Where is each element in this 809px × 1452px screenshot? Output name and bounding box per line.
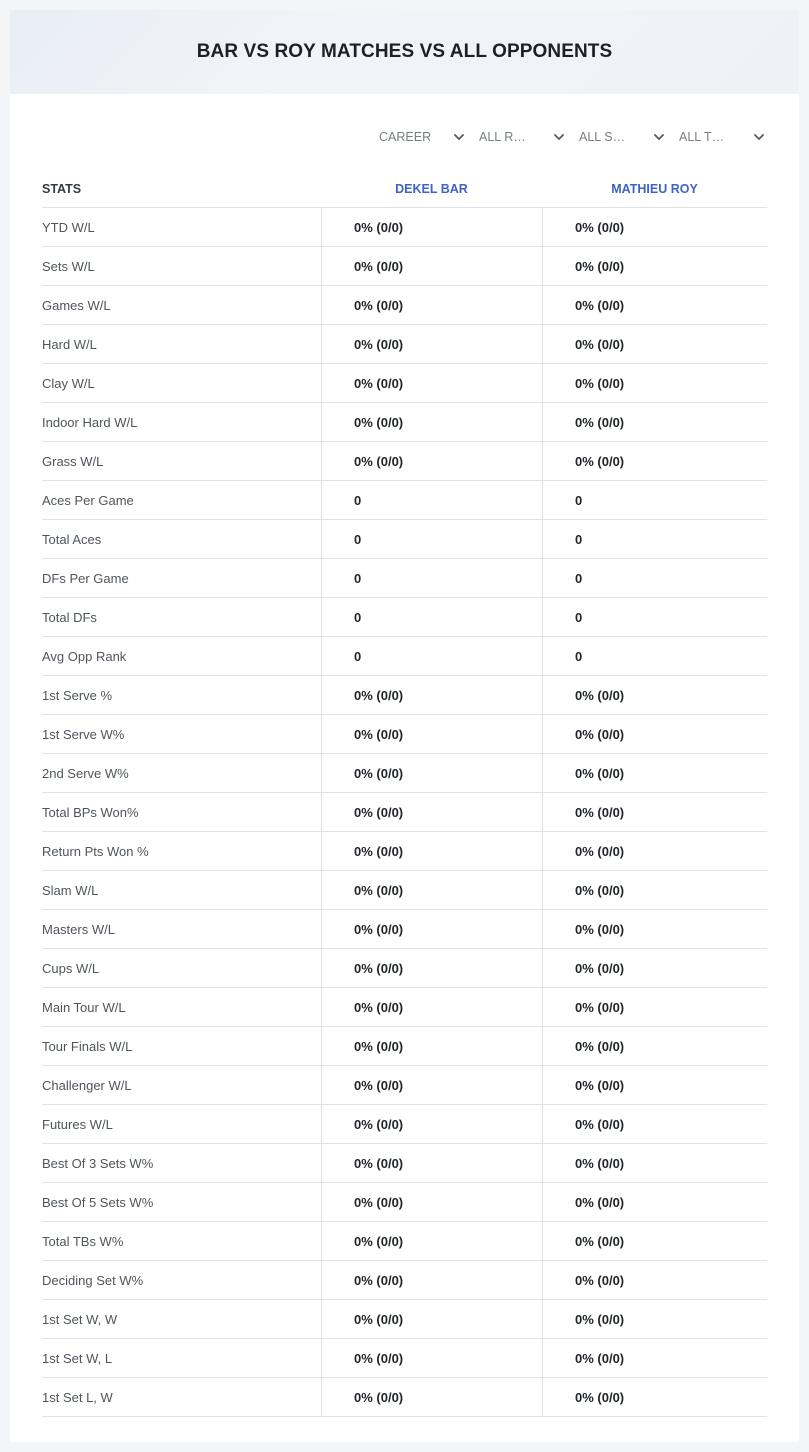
filter-bar <box>367 126 767 148</box>
stat-label: Main Tour W/L <box>42 999 126 1015</box>
filter-label: ALL R… <box>479 130 526 144</box>
player1-value: 0% (0/0) <box>321 832 542 870</box>
stat-label: Total TBs W% <box>42 1233 124 1249</box>
stat-label: 2nd Serve W% <box>42 765 129 781</box>
player1-value: 0% (0/0) <box>321 325 542 363</box>
filter-dropdown-3[interactable] <box>667 126 767 148</box>
stat-label: YTD W/L <box>42 219 95 235</box>
player1-value: 0% (0/0) <box>321 1183 542 1221</box>
table-row <box>42 910 767 949</box>
player2-value: 0% (0/0) <box>542 325 767 363</box>
player1-value: 0% (0/0) <box>321 949 542 987</box>
player2-value: 0% (0/0) <box>542 871 767 909</box>
table-row <box>42 1261 767 1300</box>
stat-label: Masters W/L <box>42 921 115 937</box>
stat-label: DFs Per Game <box>42 570 129 586</box>
table-body <box>42 208 767 1417</box>
player2-value: 0% (0/0) <box>542 1261 767 1299</box>
stat-label: Deciding Set W% <box>42 1272 144 1288</box>
stat-label: 1st Serve W% <box>42 726 125 742</box>
player1-value: 0 <box>321 598 542 636</box>
player1-value: 0 <box>321 481 542 519</box>
table-row <box>42 676 767 715</box>
filter-dropdown-0[interactable] <box>367 126 467 148</box>
player1-value: 0% (0/0) <box>321 1144 542 1182</box>
stat-label: Grass W/L <box>42 453 104 469</box>
player2-value: 0% (0/0) <box>542 1066 767 1104</box>
table-row <box>42 364 767 403</box>
player1-value: 0% (0/0) <box>321 286 542 324</box>
player1-value: 0% (0/0) <box>321 754 542 792</box>
player2-value: 0% (0/0) <box>542 286 767 324</box>
player1-value: 0% (0/0) <box>321 364 542 402</box>
stat-label: Slam W/L <box>42 882 99 898</box>
player2-value: 0% (0/0) <box>542 1027 767 1065</box>
table-header <box>42 170 767 208</box>
table-row <box>42 1027 767 1066</box>
player2-value: 0% (0/0) <box>542 208 767 246</box>
table-row <box>42 832 767 871</box>
player2-value: 0% (0/0) <box>542 793 767 831</box>
table-row <box>42 520 767 559</box>
player1-value: 0% (0/0) <box>321 1339 542 1377</box>
player2-value: 0% (0/0) <box>542 364 767 402</box>
player2-value: 0% (0/0) <box>542 754 767 792</box>
stat-label: Avg Opp Rank <box>42 648 127 664</box>
player1-value: 0% (0/0) <box>321 793 542 831</box>
player2-value: 0% (0/0) <box>542 442 767 480</box>
stat-label: Hard W/L <box>42 336 97 352</box>
player2-value: 0% (0/0) <box>542 403 767 441</box>
player1-value: 0% (0/0) <box>321 1261 542 1299</box>
table-row <box>42 871 767 910</box>
table-row <box>42 949 767 988</box>
stat-label: Tour Finals W/L <box>42 1038 133 1054</box>
player1-value: 0% (0/0) <box>321 1378 542 1416</box>
table-row <box>42 598 767 637</box>
player1-value: 0 <box>321 559 542 597</box>
player2-value: 0% (0/0) <box>542 715 767 753</box>
stat-label: Games W/L <box>42 297 111 313</box>
table-row <box>42 403 767 442</box>
player2-value: 0% (0/0) <box>542 676 767 714</box>
stat-label: Futures W/L <box>42 1116 113 1132</box>
table-row <box>42 1183 767 1222</box>
player2-value: 0% (0/0) <box>542 1300 767 1338</box>
stats-card <box>10 10 799 1442</box>
stat-label: Return Pts Won % <box>42 843 149 859</box>
stat-label: Total DFs <box>42 609 97 625</box>
stat-label: 1st Set W, L <box>42 1350 113 1366</box>
player1-value: 0% (0/0) <box>321 1066 542 1104</box>
filter-label: CAREER <box>379 130 432 144</box>
table-row <box>42 1222 767 1261</box>
stat-label: Indoor Hard W/L <box>42 414 138 430</box>
stat-label: Clay W/L <box>42 375 95 391</box>
column-header-player2-link[interactable]: MATHIEU ROY <box>611 181 698 196</box>
table-row <box>42 1339 767 1378</box>
player1-value: 0% (0/0) <box>321 1300 542 1338</box>
player2-value: 0 <box>542 520 767 558</box>
player2-value: 0% (0/0) <box>542 1144 767 1182</box>
stat-label: Best Of 3 Sets W% <box>42 1155 154 1171</box>
table-row <box>42 988 767 1027</box>
stats-table <box>42 170 767 1417</box>
table-row <box>42 559 767 598</box>
player2-value: 0 <box>542 481 767 519</box>
table-row <box>42 1144 767 1183</box>
player1-value: 0% (0/0) <box>321 208 542 246</box>
table-row <box>42 1300 767 1339</box>
table-row <box>42 442 767 481</box>
player1-value: 0% (0/0) <box>321 715 542 753</box>
player2-value: 0% (0/0) <box>542 832 767 870</box>
table-row <box>42 715 767 754</box>
table-row <box>42 481 767 520</box>
player2-value: 0 <box>542 637 767 675</box>
chevron-down-icon <box>753 131 765 143</box>
table-row <box>42 325 767 364</box>
player2-value: 0% (0/0) <box>542 1183 767 1221</box>
stat-label: Challenger W/L <box>42 1077 132 1093</box>
player1-value: 0% (0/0) <box>321 988 542 1026</box>
table-row <box>42 754 767 793</box>
stat-label: Best Of 5 Sets W% <box>42 1194 154 1210</box>
chevron-down-icon <box>453 131 465 143</box>
filter-dropdown-1[interactable] <box>467 126 567 148</box>
table-row <box>42 208 767 247</box>
chevron-down-icon <box>553 131 565 143</box>
stat-label: Cups W/L <box>42 960 100 976</box>
filter-label: ALL T… <box>679 130 725 144</box>
player1-value: 0% (0/0) <box>321 1027 542 1065</box>
player2-value: 0% (0/0) <box>542 949 767 987</box>
table-row <box>42 1066 767 1105</box>
stat-label: Total BPs Won% <box>42 804 139 820</box>
stat-label: Total Aces <box>42 531 102 547</box>
player2-value: 0% (0/0) <box>542 988 767 1026</box>
player1-value: 0% (0/0) <box>321 871 542 909</box>
player2-value: 0% (0/0) <box>542 1105 767 1143</box>
player1-value: 0 <box>321 520 542 558</box>
player2-value: 0 <box>542 598 767 636</box>
table-row <box>42 286 767 325</box>
player2-value: 0% (0/0) <box>542 1339 767 1377</box>
filter-dropdown-2[interactable] <box>567 126 667 148</box>
player1-value: 0% (0/0) <box>321 1105 542 1143</box>
player1-value: 0 <box>321 637 542 675</box>
player2-value: 0 <box>542 559 767 597</box>
player1-value: 0% (0/0) <box>321 442 542 480</box>
page-title: BAR VS ROY MATCHES VS ALL OPPONENTS <box>196 41 613 62</box>
chevron-down-icon <box>653 131 665 143</box>
column-header-player1-link[interactable]: DEKEL BAR <box>395 181 468 196</box>
stat-label: 1st Serve % <box>42 687 113 703</box>
table-row <box>42 793 767 832</box>
card-header <box>10 10 799 94</box>
player1-value: 0% (0/0) <box>321 247 542 285</box>
player1-value: 0% (0/0) <box>321 910 542 948</box>
player1-value: 0% (0/0) <box>321 403 542 441</box>
stat-label: 1st Set W, W <box>42 1311 118 1327</box>
stat-label: 1st Set L, W <box>42 1389 113 1405</box>
player1-value: 0% (0/0) <box>321 676 542 714</box>
player2-value: 0% (0/0) <box>542 1222 767 1260</box>
player1-value: 0% (0/0) <box>321 1222 542 1260</box>
stat-label: Aces Per Game <box>42 492 134 508</box>
table-row <box>42 247 767 286</box>
column-header-stats: STATS <box>42 181 82 196</box>
player2-value: 0% (0/0) <box>542 1378 767 1416</box>
filter-label: ALL S… <box>579 130 626 144</box>
table-row <box>42 1378 767 1417</box>
stat-label: Sets W/L <box>42 258 95 274</box>
table-row <box>42 637 767 676</box>
table-row <box>42 1105 767 1144</box>
player2-value: 0% (0/0) <box>542 910 767 948</box>
player2-value: 0% (0/0) <box>542 247 767 285</box>
